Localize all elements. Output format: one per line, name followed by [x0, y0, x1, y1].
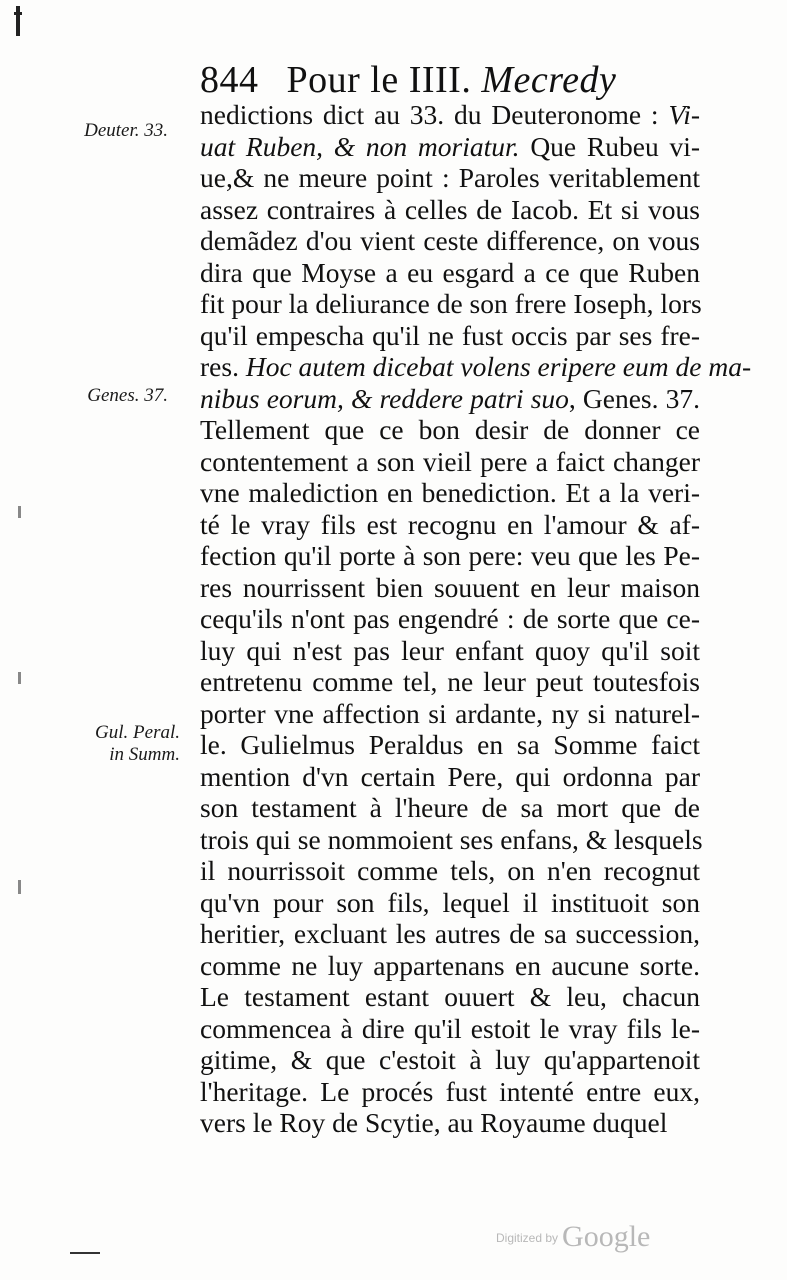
margin-note-genes: Genes. 37.: [87, 385, 168, 406]
margin-tick: [18, 672, 21, 684]
text-segment: commencea à dire qu'il estoit le vray fils le-: [200, 1012, 700, 1044]
text-line: [200, 1076, 700, 1108]
text-segment: assez contraires à celles de Iacob. Et si vous: [200, 193, 700, 225]
text-line: [200, 540, 700, 572]
text-segment: le. Gulielmus Peraldus en sa Somme faict: [200, 729, 700, 760]
text-segment: son testament à l'heure de sa mort que de: [200, 792, 700, 823]
text-segment: cequ'ils n'ont pas engendré : de sorte que ce-: [200, 603, 700, 634]
text-line: [200, 981, 700, 1013]
text-segment: Tellement que ce bon desir de donner ce: [200, 414, 700, 445]
text-line: [200, 729, 700, 761]
text-line: [200, 162, 700, 194]
text-segment: heritier, excluant les autres de sa succession,: [200, 918, 700, 949]
text-segment: mention d'vn certain Pere, qui ordonna par: [200, 760, 700, 792]
text-segment: ue,& ne meure point : Paroles veritablement: [200, 162, 700, 193]
text-line: [200, 572, 700, 604]
text-line: [200, 1044, 700, 1076]
text-segment: demãdez d'ou vient ceste difference, on vous: [200, 225, 700, 256]
text-line: [200, 509, 700, 541]
watermark-brand: Google: [562, 1220, 651, 1253]
text-segment: gitime, & que c'estoit à luy qu'appartenoit: [200, 1044, 700, 1075]
text-segment-italic: uat Ruben, & non moriatur.: [200, 130, 520, 162]
watermark-prefix: Digitized by: [496, 1231, 559, 1245]
margin-tick: [18, 880, 21, 894]
text-line: [200, 288, 700, 320]
text-segment: comme ne luy appartenans en aucune sorte.: [200, 949, 700, 981]
running-title: [287, 59, 617, 101]
text-line: [200, 792, 700, 824]
text-line: [200, 194, 700, 226]
text-segment: té le vray fils est recognu en l'amour & af-: [200, 508, 700, 540]
corner-print-mark: [14, 12, 22, 15]
text-line: [200, 603, 700, 635]
text-segment: il nourrissoit comme tels, on n'en recognut: [200, 855, 700, 886]
text-line: [200, 855, 700, 887]
text-segment: Que Rubeu vi-: [519, 130, 700, 162]
text-segment: porter vne affection si ardante, ny si naturel-: [200, 697, 700, 729]
text-line: [200, 131, 700, 163]
page-header: [200, 58, 616, 102]
text-segment: l'heritage. Le procés fust intenté entre eux,: [200, 1075, 700, 1107]
text-line: [200, 823, 703, 856]
text-line: [200, 918, 700, 950]
text-line: [200, 950, 700, 982]
text-segment: dira que Moyse a eu esgard a ce que Ruben: [200, 256, 700, 288]
text-segment: contentement a son vieil pere a faict changer: [200, 445, 700, 477]
text-segment: qu'vn pour son fils, lequel il instituoit son: [200, 886, 700, 918]
text-line: [200, 99, 700, 131]
text-line: [200, 320, 700, 352]
text-segment: vers le Roy de Scytie, au Royaume duquel: [200, 1107, 668, 1138]
text-line: [200, 383, 700, 415]
text-segment-italic: Vi-: [668, 99, 700, 130]
text-line: [200, 446, 700, 478]
text-line: [200, 1013, 700, 1045]
text-line: [200, 887, 700, 919]
text-line: [200, 666, 700, 698]
corner-print-mark: [16, 6, 20, 36]
text-line: [200, 257, 700, 289]
text-line: [200, 635, 700, 667]
text-segment: res nourrissent bien souuent en leur maison: [200, 571, 700, 603]
text-segment: Le testament estant ouuert & leu, chacun: [200, 981, 700, 1012]
text-segment: luy qui n'est pas leur enfant quoy qu'il soit: [200, 634, 700, 666]
margin-note-gul: [60, 722, 180, 766]
text-segment: qu'il empescha qu'il ne fust occis par ses fre-: [200, 319, 700, 351]
text-line: [200, 351, 752, 383]
text-line: [200, 477, 700, 509]
running-title-plain: Pour le IIII.: [286, 59, 472, 101]
text-segment-italic: Hoc autem dicebat volens eripere eum de ma-: [245, 351, 752, 382]
text-segment: res.: [200, 351, 246, 382]
text-segment: trois qui se nommoient ses enfans, & lesquels: [200, 823, 703, 855]
text-segment: fit pour la deliurance de son frere Ioseph, lors: [200, 288, 702, 319]
margin-tick: [18, 506, 21, 518]
text-line: [200, 225, 700, 257]
page-number: 844: [200, 59, 259, 101]
text-segment: , Genes. 37.: [568, 382, 700, 414]
text-segment: entretenu comme tel, ne leur peut toutesfois: [200, 666, 700, 697]
margin-note-gul-line1: Gul. Peral.: [95, 722, 180, 743]
body-text: [200, 99, 752, 1139]
text-line: [200, 698, 700, 730]
margin-note-gul-line2: in Summ.: [109, 744, 180, 765]
text-line: [200, 414, 700, 446]
text-segment-italic: nibus eorum, & reddere patri suo: [200, 382, 569, 414]
text-line: [200, 1107, 700, 1139]
margin-note-deuter: Deuter. 33.: [84, 120, 168, 141]
digitized-watermark: [496, 1220, 650, 1254]
text-line: [200, 761, 700, 793]
text-segment: nedictions dict au 33. du Deuteronome :: [200, 99, 669, 130]
running-title-italic: Mecredy: [481, 59, 617, 101]
bottom-print-mark: [70, 1252, 100, 1254]
text-segment: fection qu'il porte à son pere: veu que les Pe-: [200, 540, 700, 571]
text-segment: vne malediction en benediction. Et a la veri-: [200, 477, 700, 508]
